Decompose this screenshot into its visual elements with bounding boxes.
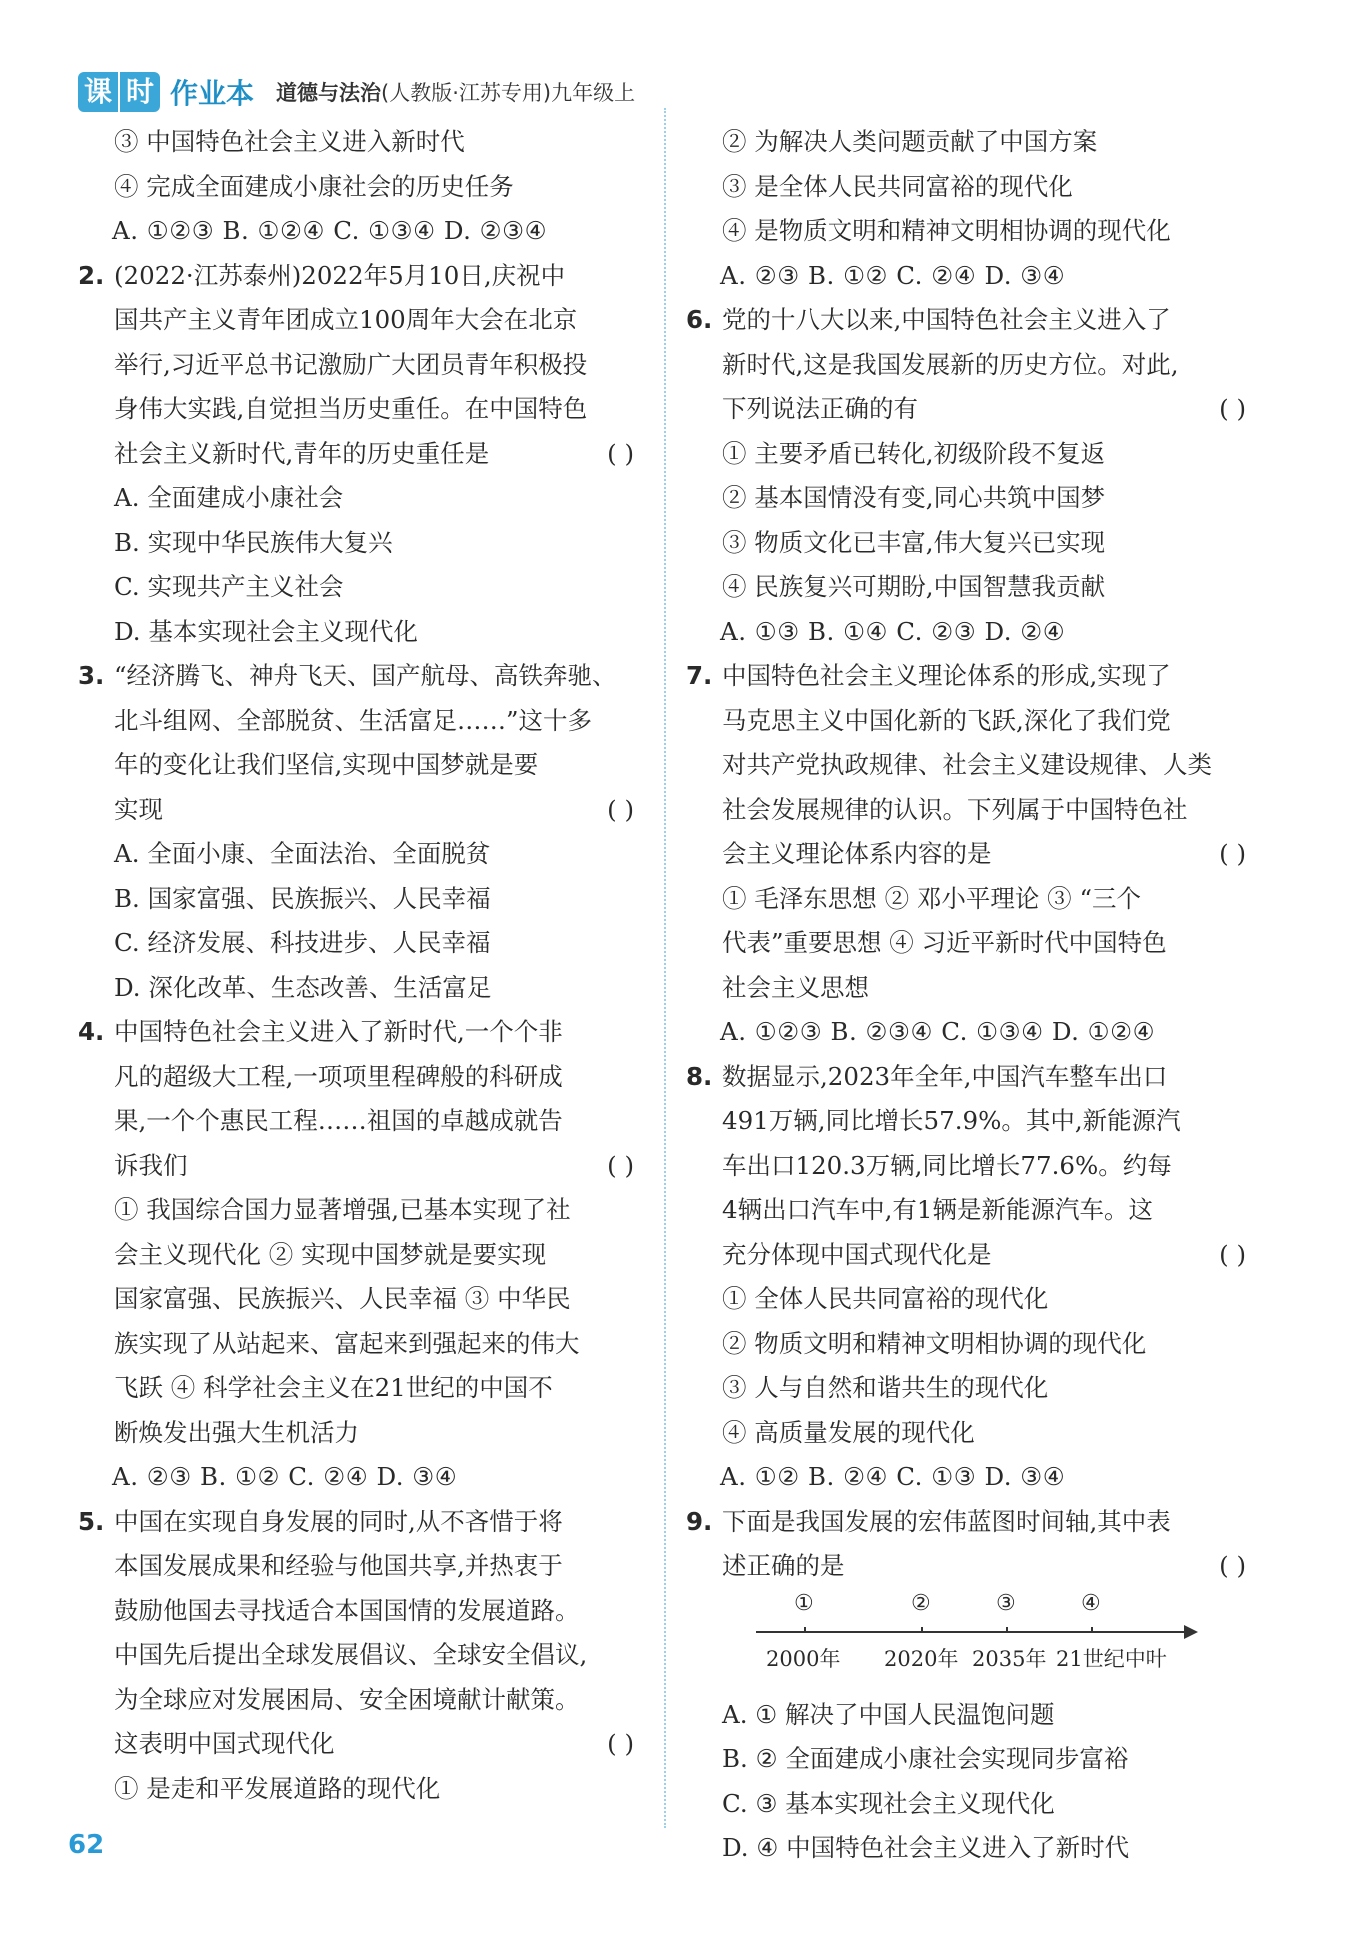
q3-line: 3. “经济腾飞、神舟飞天、国产航母、高铁奔驰、 — [78, 654, 634, 699]
q3-choice: B. 国家富强、民族振兴、人民幸福 — [114, 883, 491, 913]
q4-line: 果,一个个惠民工程……祖国的卓越成就告 — [114, 1106, 563, 1135]
answer-paren: ( ) — [607, 1150, 634, 1180]
answer-paren: ( ) — [607, 438, 634, 468]
q5-options: A. ②③ B. ①② C. ②④ D. ③④ — [720, 260, 1066, 290]
answer-paren: ( ) — [1219, 1551, 1246, 1580]
answer-paren: ( ) — [1219, 1239, 1246, 1269]
q3-number: 3. — [78, 661, 105, 690]
carry-item: ④ 完成全面建成小康社会的历史任务 — [114, 171, 514, 201]
q7-number: 7. — [686, 661, 713, 690]
q9-number: 9. — [686, 1506, 713, 1536]
q4-line: 4. 中国特色社会主义进入了新时代,一个个非 — [78, 1010, 634, 1055]
q5-line: 本国发展成果和经验与他国共享,并热衷于 — [114, 1551, 563, 1580]
q8-line: 8. 数据显示,2023年全年,中国汽车整车出口 — [686, 1055, 1246, 1100]
q9-choice: B. ② 全面建成小康社会实现同步富裕 — [722, 1744, 1129, 1773]
q7-line: 7. 中国特色社会主义理论体系的形成,实现了 — [686, 654, 1246, 699]
logo-zuoye: 作业本 — [170, 77, 255, 110]
timeline-arrowhead — [1184, 1625, 1198, 1639]
timeline-label: 21世纪中叶 — [1056, 1646, 1167, 1671]
logo-shi: 时 — [120, 72, 160, 112]
q2-choice: C. 实现共产主义社会 — [114, 572, 344, 601]
q7-options: A. ①②③ B. ②③④ C. ①③④ D. ①②④ — [720, 1017, 1156, 1046]
q2-line: 2. (2022·江苏泰州)2022年5月10日,庆祝中 — [78, 254, 634, 299]
q6-item: ③ 物质文化已丰富,伟大复兴已实现 — [722, 527, 1106, 557]
q8-item: ③ 人与自然和谐共生的现代化 — [722, 1373, 1049, 1402]
q9-choice: C. ③ 基本实现社会主义现代化 — [722, 1788, 1055, 1818]
timeline-tick — [804, 1627, 806, 1633]
q4-item: ① 我国综合国力显著增强,已基本实现了社 — [114, 1195, 571, 1224]
q5-line: 5. 中国在实现自身发展的同时,从不吝惜于将 — [78, 1500, 634, 1545]
q9-line: 9. 下面是我国发展的宏伟蓝图时间轴,其中表 — [686, 1500, 1246, 1545]
q2-line: 举行,习近平总书记激励广大团员青年积极投 — [114, 349, 588, 379]
q5-item: ② 为解决人类问题贡献了中国方案 — [722, 127, 1098, 156]
q4-line: 诉我们 ( ) — [78, 1144, 634, 1189]
q7-line: 马克思主义中国化新的飞跃,深化了我们党 — [722, 705, 1171, 735]
q2-line: 国共产主义青年团成立100周年大会在北京 — [114, 305, 578, 334]
q5-line: 中国先后提出全球发展倡议、全球安全倡议, — [114, 1640, 588, 1669]
q6-item: ④ 民族复兴可期盼,中国智慧我贡献 — [722, 572, 1106, 601]
logo-ke: 课 — [78, 72, 118, 112]
q8-line: 4辆出口汽车中,有1辆是新能源汽车。这 — [722, 1195, 1153, 1224]
q6-options: A. ①③ B. ①④ C. ②③ D. ②④ — [720, 616, 1066, 646]
q4-item: 族实现了从站起来、富起来到强起来的伟大 — [114, 1328, 580, 1358]
q4-options: A. ②③ B. ①② C. ②④ D. ③④ — [112, 1462, 458, 1491]
q4-item: 会主义现代化 ② 实现中国梦就是要实现 — [114, 1239, 547, 1269]
timeline-tick — [1091, 1627, 1093, 1633]
edition-text: (人教版·江苏专用)九年级上 — [381, 81, 636, 105]
q5-item: ① 是走和平发展道路的现代化 — [114, 1773, 441, 1803]
q3-choice: C. 经济发展、科技进步、人民幸福 — [114, 928, 491, 957]
q7-line: 社会发展规律的认识。下列属于中国特色社 — [722, 794, 1188, 824]
q7-item: ① 毛泽东思想 ② 邓小平理论 ③ “三个 — [722, 883, 1141, 913]
q6-number: 6. — [686, 305, 713, 334]
q5-item: ③ 是全体人民共同富裕的现代化 — [722, 171, 1073, 201]
page-header — [78, 70, 635, 114]
timeline-mark: ① — [794, 1590, 814, 1616]
q2-number: 2. — [78, 260, 105, 290]
q2-choice: D. 基本实现社会主义现代化 — [114, 616, 418, 646]
q9-choice: D. ④ 中国特色社会主义进入了新时代 — [722, 1833, 1130, 1862]
q3-line: 实现 ( ) — [78, 788, 634, 833]
q4-number: 4. — [78, 1017, 105, 1046]
q3-line: 北斗组网、全部脱贫、生活富足……”这十多 — [114, 705, 593, 735]
q6-line: 新时代,这是我国发展新的历史方位。对此, — [722, 349, 1179, 379]
q6-item: ① 主要矛盾已转化,初级阶段不复返 — [722, 438, 1106, 468]
subject-title: 道德与法治 — [276, 81, 382, 105]
q8-item: ① 全体人民共同富裕的现代化 — [722, 1284, 1049, 1313]
timeline-tick — [1006, 1627, 1008, 1633]
left-column — [78, 120, 634, 1811]
timeline-mark: ③ — [996, 1590, 1016, 1616]
page-number: 62 — [68, 1830, 105, 1860]
answer-paren: ( ) — [607, 1729, 634, 1758]
timeline-mark: ④ — [1081, 1590, 1101, 1616]
q4-item: 国家富强、民族振兴、人民幸福 ③ 中华民 — [114, 1284, 571, 1313]
timeline-diagram — [756, 1589, 1246, 1693]
timeline-label: 2000年 — [766, 1646, 841, 1671]
q8-number: 8. — [686, 1061, 713, 1091]
q5-item: ④ 是物质文明和精神文明相协调的现代化 — [722, 216, 1171, 245]
q4-item: 飞跃 ④ 科学社会主义在21世纪的中国不 — [114, 1373, 553, 1402]
q5-number: 5. — [78, 1506, 105, 1536]
q2-choice: A. 全面建成小康社会 — [114, 483, 344, 512]
answer-paren: ( ) — [1219, 839, 1246, 868]
q9-line: 述正确的是 ( ) — [686, 1544, 1246, 1589]
q7-item: 代表”重要思想 ④ 习近平新时代中国特色 — [722, 928, 1167, 957]
q8-item: ④ 高质量发展的现代化 — [722, 1417, 975, 1447]
carry-item: ③ 中国特色社会主义进入新时代 — [114, 127, 465, 156]
q8-options: A. ①② B. ②④ C. ①③ D. ③④ — [720, 1462, 1066, 1491]
q4-item: 断焕发出强大生机活力 — [114, 1417, 359, 1447]
q3-line: 年的变化让我们坚信,实现中国梦就是要 — [114, 750, 539, 779]
q8-line: 充分体现中国式现代化是 ( ) — [686, 1233, 1246, 1278]
q6-line: 6. 党的十八大以来,中国特色社会主义进入了 — [686, 298, 1246, 343]
q2-line: 身伟大实践,自觉担当历史重任。在中国特色 — [114, 394, 588, 423]
q5-line: 为全球应对发展困局、安全困境献计献策。 — [114, 1684, 580, 1714]
q6-item: ② 基本国情没有变,同心共筑中国梦 — [722, 483, 1106, 512]
column-divider — [664, 108, 666, 1828]
carry-options: A. ①②③ B. ①②④ C. ①③④ D. ②③④ — [112, 216, 548, 245]
timeline-label: 2020年 — [884, 1646, 959, 1671]
q9-choice: A. ① 解决了中国人民温饱问题 — [722, 1699, 1055, 1729]
timeline-tick — [921, 1627, 923, 1633]
q6-line: 下列说法正确的有 ( ) — [686, 387, 1246, 432]
q8-item: ② 物质文明和精神文明相协调的现代化 — [722, 1328, 1147, 1358]
q2-choice: B. 实现中华民族伟大复兴 — [114, 527, 393, 557]
q5-line: 这表明中国式现代化 ( ) — [78, 1722, 634, 1767]
timeline-mark: ② — [911, 1590, 931, 1616]
q3-choice: D. 深化改革、生态改善、生活富足 — [114, 972, 492, 1002]
q7-line: 会主义理论体系内容的是 ( ) — [686, 832, 1246, 877]
timeline-axis — [756, 1631, 1186, 1633]
q7-item: 社会主义思想 — [722, 972, 869, 1002]
q7-line: 对共产党执政规律、社会主义建设规律、人类 — [722, 750, 1212, 779]
q8-line: 491万辆,同比增长57.9%。其中,新能源汽 — [722, 1106, 1181, 1135]
q3-choice: A. 全面小康、全面法治、全面脱贫 — [114, 839, 491, 868]
q5-line: 鼓励他国去寻找适合本国国情的发展道路。 — [114, 1595, 580, 1625]
q4-line: 凡的超级大工程,一项项里程碑般的科研成 — [114, 1061, 563, 1091]
book-logo — [78, 72, 254, 112]
timeline-label: 2035年 — [972, 1646, 1047, 1671]
answer-paren: ( ) — [607, 794, 634, 824]
answer-paren: ( ) — [1219, 394, 1246, 423]
q2-line: 社会主义新时代,青年的历史重任是 ( ) — [78, 432, 634, 477]
q8-line: 车出口120.3万辆,同比增长77.6%。约每 — [722, 1150, 1172, 1180]
right-column — [686, 120, 1246, 1871]
